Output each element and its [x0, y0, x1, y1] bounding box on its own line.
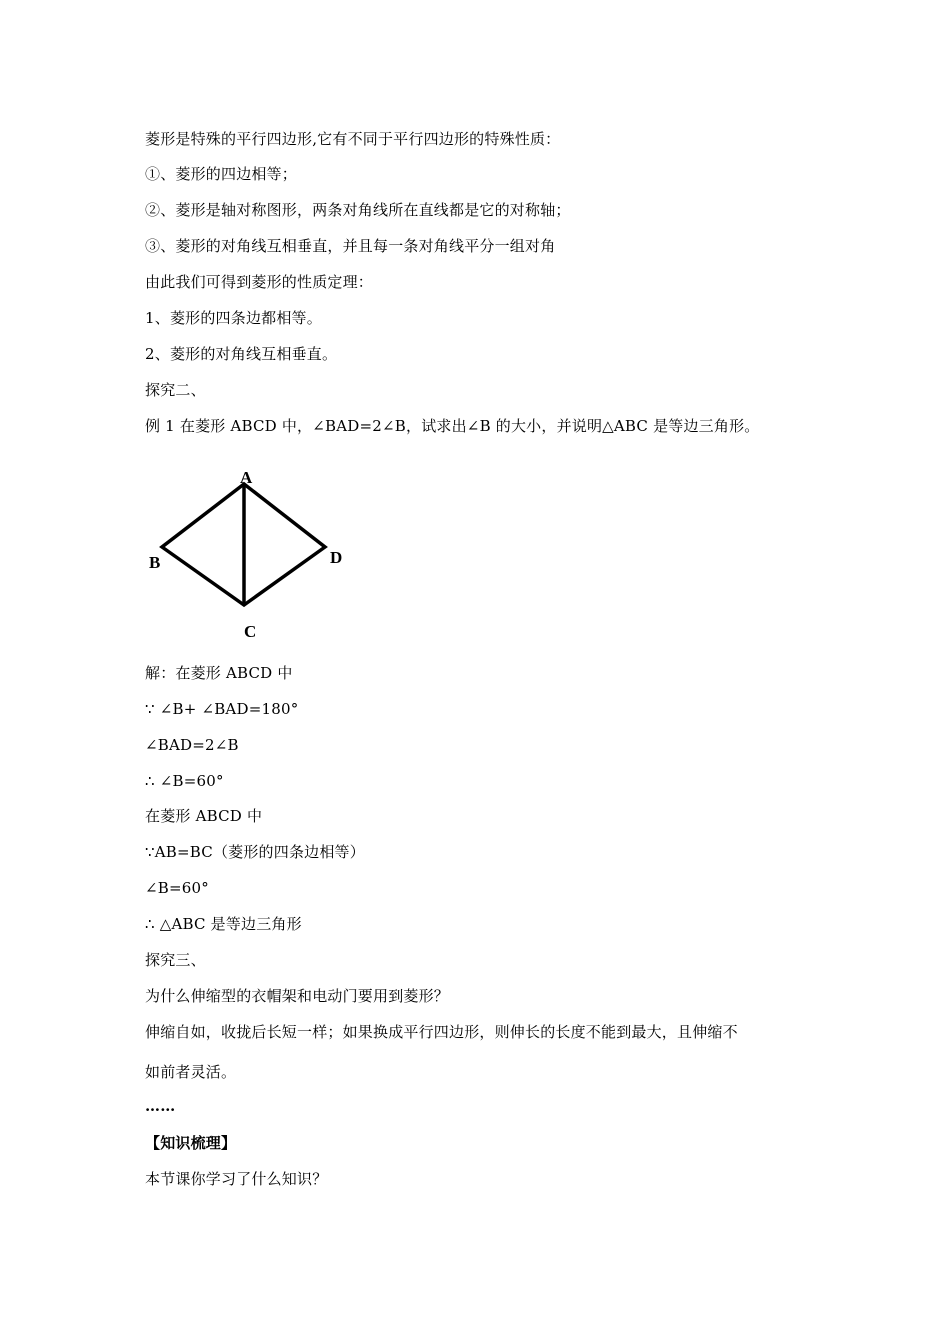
example-1-statement: 例 1 在菱形 ABCD 中，∠BAD=2∠B，试求出∠B 的大小，并说明△ABC 是等边三角形。: [145, 417, 760, 435]
question-line: 为什么伸缩型的衣帽架和电动门要用到菱形？: [145, 987, 450, 1005]
vertex-label-b: B: [149, 553, 161, 572]
vertex-label-c: C: [244, 622, 257, 641]
text-line-property-3: ③、菱形的对角线互相垂直，并且每一条对角线平分一组对角: [145, 237, 556, 255]
text-line-property-2: ②、菱形是轴对称图形，两条对角线所在直线都是它的对称轴；: [145, 201, 571, 219]
section-heading-explore-2: 探究二、: [145, 381, 206, 399]
review-question-line: 本节课你学习了什么知识？: [145, 1170, 328, 1188]
rhombus-figure: [140, 462, 370, 647]
solution-line-3: ∠BAD=2∠B: [145, 736, 239, 754]
text-line-theorem-2: 2、菱形的对角线互相垂直。: [145, 345, 338, 363]
section-heading-explore-3: 探究三、: [145, 951, 206, 969]
rhombus-diagram: [140, 462, 370, 647]
solution-line-6: ∵AB=BC（菱形的四条边相等）: [145, 843, 365, 861]
solution-line-2: ∵ ∠B+ ∠BAD=180°: [145, 700, 299, 718]
section-heading-knowledge-review: 【知识梳理】: [145, 1134, 237, 1152]
text-line-theorem-intro: 由此我们可得到菱形的性质定理：: [145, 273, 374, 291]
ellipsis-line: ……: [145, 1097, 176, 1115]
solution-line-4: ∴ ∠B=60°: [145, 772, 224, 790]
vertex-label-d: D: [330, 548, 343, 567]
vertex-label-a: A: [240, 468, 253, 487]
text-line-theorem-1: 1、菱形的四条边都相等。: [145, 309, 322, 327]
text-line-property-intro: 菱形是特殊的平行四边形,它有不同于平行四边形的特殊性质：: [145, 130, 561, 148]
text-line-property-1: ①、菱形的四边相等；: [145, 165, 298, 183]
solution-line-8: ∴ △ABC 是等边三角形: [145, 915, 302, 933]
solution-line-5: 在菱形 ABCD 中: [145, 807, 263, 825]
solution-line-7: ∠B=60°: [145, 879, 209, 897]
answer-line-2: 如前者灵活。: [145, 1063, 237, 1081]
solution-line-1: 解：在菱形 ABCD 中: [145, 664, 293, 682]
answer-line-1: 伸缩自如，收拢后长短一样；如果换成平行四边形，则伸长的长度不能到最大，且伸缩不: [145, 1023, 738, 1041]
